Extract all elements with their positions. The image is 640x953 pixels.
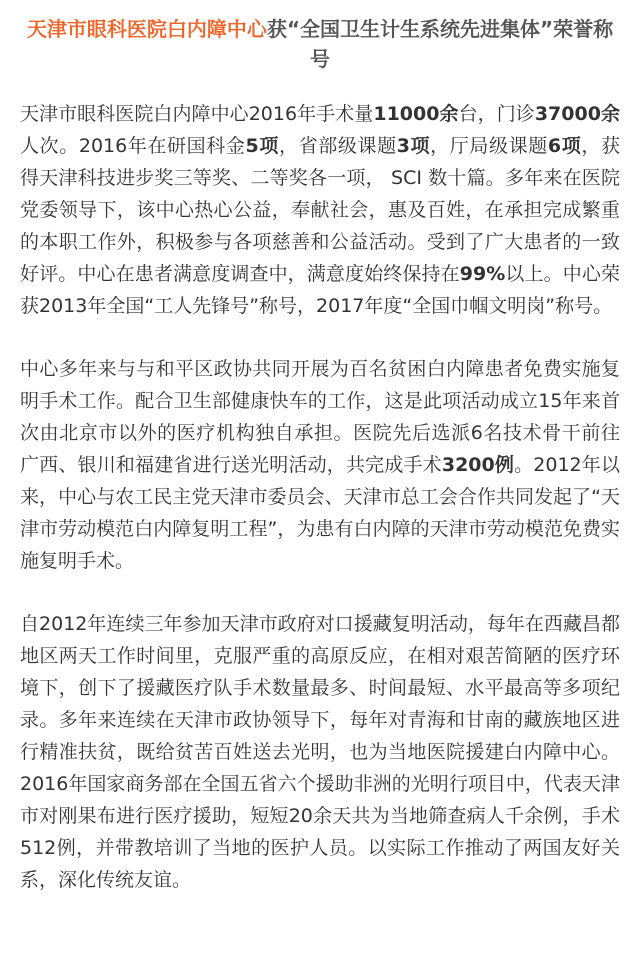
text-run: 自2012年连续三年参加天津市政府对口援藏复明活动，每年在西藏昌都地区两天工作时间里，克服严重的高原反应，在相对艰苦简陋的医疗环境下，创下了援藏医疗队手术数量最多、时间最短、水平最高等多项纪录。多年来连续在天津市政协领导下，每年对青海和甘南的藏族地区进行精准扶贫，既给贫苦百姓送去光明，也为当地医院援建白内障中心。2016年国家商务部在全国五省六个援助非洲的光明行项目中，代表天津市对刚果布进行医疗援助，短短20余天共为当地筛查病人千余例，手术512例，并带教培训了当地的医护人员。以实际工作推动了两国友好关系，深化传统友谊。 [20,613,620,891]
paragraph-1 [20,98,620,322]
bold-text: 99% [459,263,506,285]
text-run: 中心多年来与与和平区政协共同开展为百名贫困白内障患者免费实施复明手术工作。配合卫生部健康快车的工作，这是此项活动成立15年来首次由北京市以外的医疗机构独自承担。医院先后选派6名技术骨干前往广西、银川和福建省进行送光明活动，共完成手术 [20,358,620,476]
text-run: 台，门诊 [458,103,535,125]
bold-text: 37000余 [534,103,620,125]
bold-text: 3200例 [441,454,515,476]
bold-text: 11000余 [373,103,459,125]
text-run: 。2012年以来，中心与农工民主党天津市委员会、天津市总工会合作共同发起了“天津市劳动模范白内障复明工程”，为患有白内障的天津市劳动模范免费实施复明手术。 [20,454,620,572]
title-rest: 获“全国卫生计生系统先进集体”荣誉称号 [266,17,614,71]
text-run: ，省部级课题 [279,135,397,157]
paragraph-2 [20,353,620,577]
bold-text: 6项 [547,135,582,157]
text-run: 天津市眼科医院白内障中心2016年手术量 [20,103,374,125]
text-run: 人次。2016年在研国科金 [20,135,246,157]
article-title [20,14,620,74]
text-run: ，获得天津科技进步奖三等奖、二等奖各一项， SCI 数十篇。多年来在医院党委领导下，该中心热心公益，奉献社会，惠及百姓，在承担完成繁重的本职工作外，积极参与各项慈善和公益活动。受到了广大患者的一致好评。中心在患者满意度调查中，满意度始终保持在 [20,135,620,285]
bold-text: 3项 [396,135,431,157]
bold-text: 5项 [245,135,279,157]
paragraph-3 [20,608,620,896]
text-run: 以上。中心荣获2013年全国“工人先锋号”称号，2017年度“全国巾帼文明岗”称号。 [20,263,620,317]
title-highlight: 天津市眼科医院白内障中心 [26,17,267,41]
text-run: ，厅局级课题 [430,135,548,157]
